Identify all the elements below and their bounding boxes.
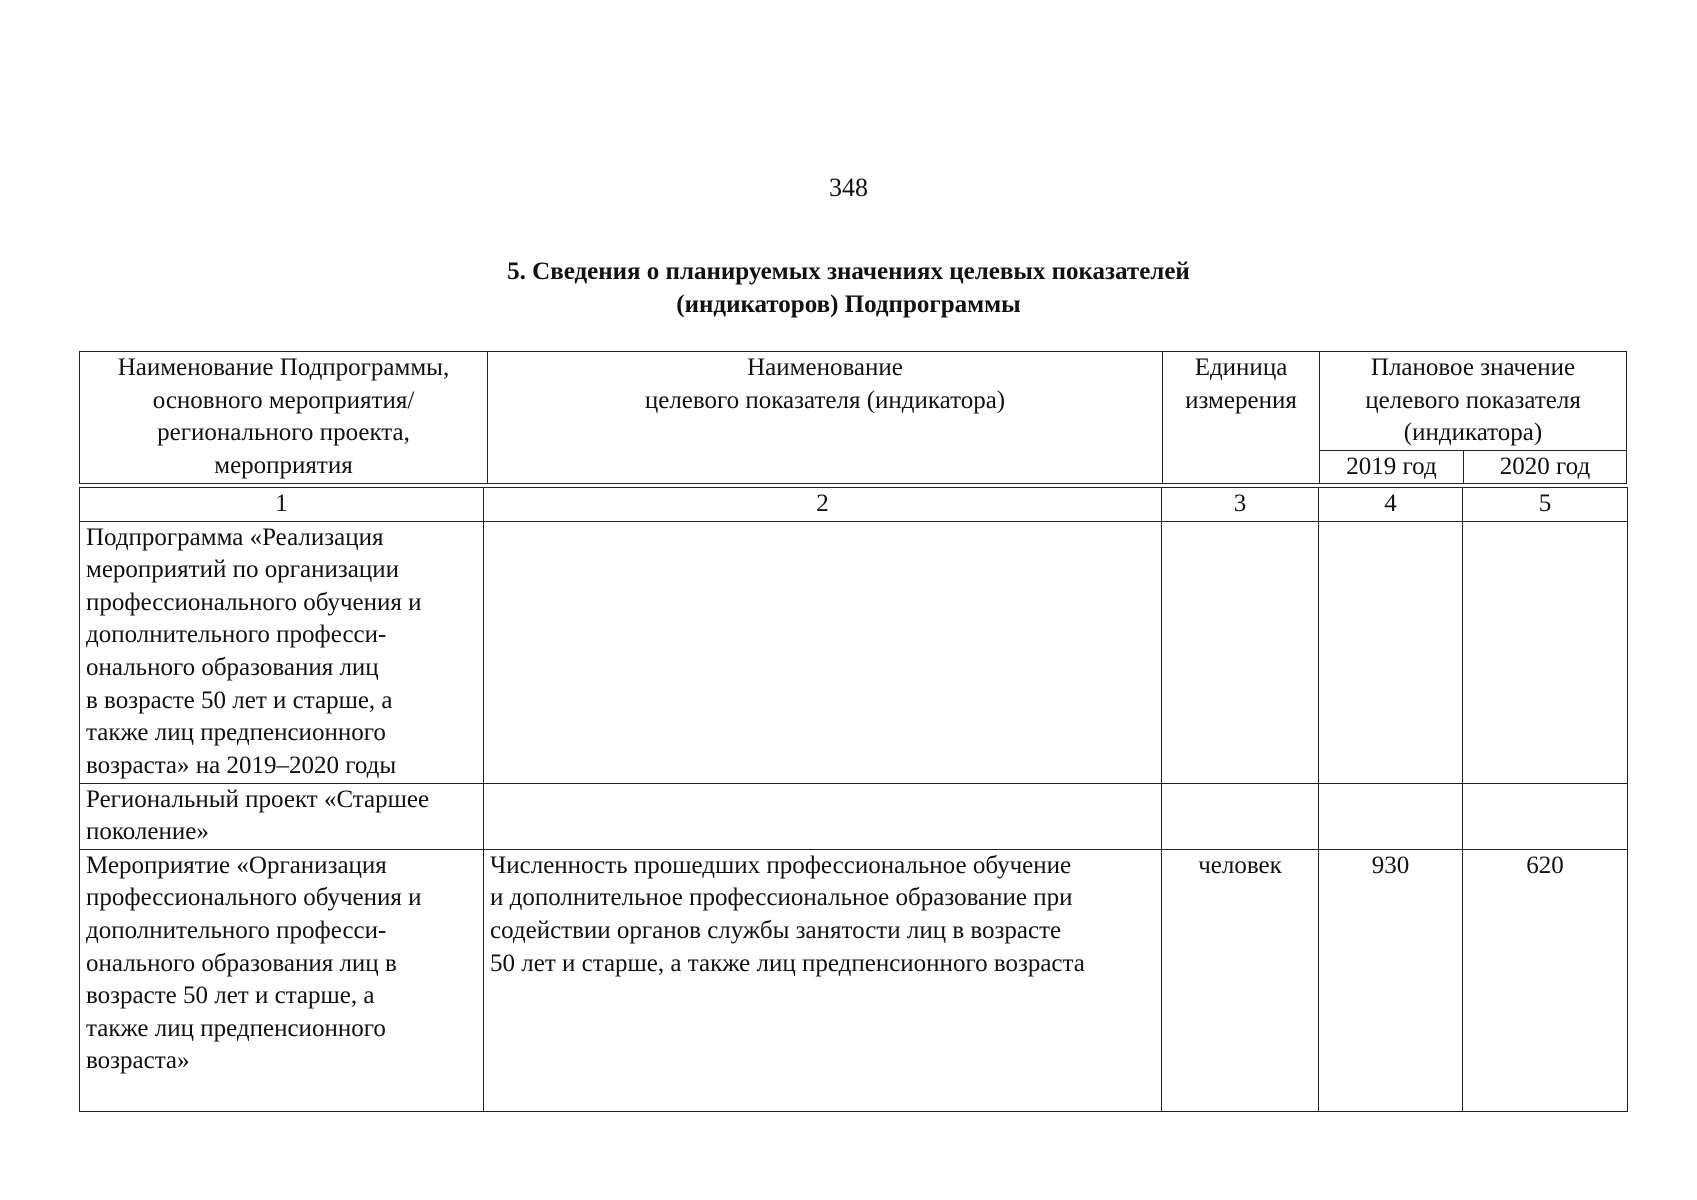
row-2-name bbox=[80, 783, 484, 849]
row-3-name-line: профессионального обучения и bbox=[86, 884, 422, 912]
header-col-4: 2019 год bbox=[1320, 450, 1464, 484]
row-3-indicator-line: и дополнительное профессиональное образование при bbox=[490, 884, 1073, 912]
header-planned-values bbox=[1320, 352, 1627, 451]
header-col-2-line: целевого показателя (индикатора) bbox=[644, 386, 1006, 414]
row-1-unit bbox=[1162, 521, 1319, 783]
column-number-row bbox=[80, 488, 1628, 522]
row-3-indicator-line: 50 лет и старше, а также лиц предпенсионного возраста bbox=[490, 949, 1085, 977]
row-2-2019 bbox=[1319, 783, 1463, 849]
row-3-indicator bbox=[484, 849, 1162, 1111]
header-col-3-line: Единица bbox=[1194, 354, 1288, 381]
column-number: 2 bbox=[484, 488, 1162, 522]
table-body bbox=[79, 487, 1628, 1112]
row-2-name-line: поколение» bbox=[86, 818, 209, 846]
title-line-2: (индикаторов) Подпрограммы bbox=[676, 291, 1021, 318]
row-1-name-line: возраста» на 2019–2020 годы bbox=[86, 751, 397, 779]
column-number: 1 bbox=[80, 488, 484, 522]
row-1-indicator bbox=[484, 521, 1162, 783]
row-3-2019: 930 bbox=[1319, 849, 1463, 1111]
page-number: 348 bbox=[829, 173, 868, 202]
row-1-name-line: онального образования лиц bbox=[86, 653, 379, 681]
row-1-2020 bbox=[1463, 521, 1628, 783]
title-line-1: 5. Сведения о планируемых значениях целевых показателей bbox=[507, 258, 1190, 285]
table-row bbox=[80, 521, 1628, 783]
row-1-name-line: мероприятий по организации bbox=[86, 556, 399, 584]
row-3-name bbox=[80, 849, 484, 1111]
header-planned-line: целевого показателя bbox=[1365, 386, 1581, 414]
header-col-2-line: Наименование bbox=[747, 354, 903, 381]
header-planned-line: (индикатора) bbox=[1403, 419, 1543, 447]
row-3-name-line: возрасте 50 лет и старше, а bbox=[86, 982, 375, 1010]
row-2-2020 bbox=[1463, 783, 1628, 849]
header-col-1-line: регионального проекта, bbox=[157, 419, 410, 447]
header-col-1-line: основного мероприятия/ bbox=[152, 386, 415, 414]
header-col-3 bbox=[1163, 352, 1320, 484]
header-col-2 bbox=[488, 352, 1163, 484]
header-col-1-line: Наименование Подпрограммы, bbox=[117, 354, 450, 381]
header-col-3-line: измерения bbox=[1185, 386, 1297, 414]
row-1-name-line: в возрасте 50 лет и старше, а bbox=[86, 686, 393, 714]
row-1-name-line: дополнительного професси- bbox=[86, 621, 387, 649]
row-3-name-line: Мероприятие «Организация bbox=[86, 851, 387, 879]
row-3-name-line: возраста» bbox=[86, 1047, 190, 1075]
column-number: 5 bbox=[1463, 488, 1628, 522]
column-number: 4 bbox=[1319, 488, 1463, 522]
row-1-name-line: профессионального обучения и bbox=[86, 588, 422, 616]
header-col-5: 2020 год bbox=[1464, 450, 1627, 484]
row-1-name-line: также лиц предпенсионного bbox=[86, 719, 386, 747]
row-3-name-line: дополнительного професси- bbox=[86, 916, 387, 944]
header-col-1 bbox=[80, 352, 488, 484]
row-3-name-line: также лиц предпенсионного bbox=[86, 1014, 386, 1042]
table-row bbox=[80, 849, 1628, 1111]
header-planned-line: Плановое значение bbox=[1370, 354, 1576, 381]
row-2-indicator bbox=[484, 783, 1162, 849]
row-2-name-line: Региональный проект «Старшее bbox=[86, 785, 430, 813]
row-3-indicator-line: содействии органов службы занятости лиц в возрасте bbox=[490, 916, 1062, 944]
row-3-unit: человек bbox=[1162, 849, 1319, 1111]
row-2-unit bbox=[1162, 783, 1319, 849]
row-1-2019 bbox=[1319, 521, 1463, 783]
column-number: 3 bbox=[1162, 488, 1319, 522]
row-3-indicator-line: Численность прошедших профессиональное обучение bbox=[490, 851, 1072, 879]
document-title bbox=[0, 255, 1697, 321]
row-1-name bbox=[80, 521, 484, 783]
header-col-1-line: мероприятия bbox=[214, 451, 353, 479]
row-1-name-line: Подпрограмма «Реализация bbox=[86, 523, 384, 551]
table-row bbox=[80, 783, 1628, 849]
row-3-name-line: онального образования лиц в bbox=[86, 949, 397, 977]
row-3-2020: 620 bbox=[1463, 849, 1628, 1111]
table-header bbox=[79, 351, 1627, 484]
